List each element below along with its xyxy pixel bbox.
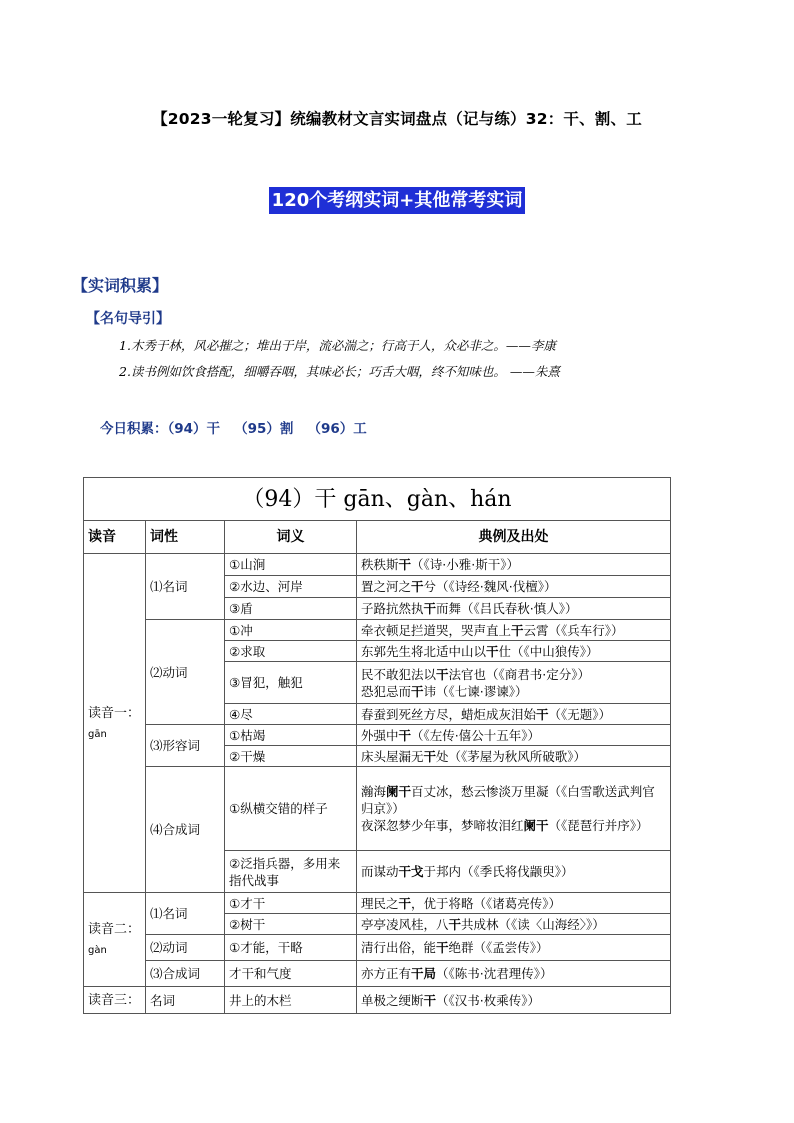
example-source: （《琵琶行并序》） <box>548 818 649 833</box>
example-source: 处（《茅屋为秋风所破歌》） <box>436 748 587 764</box>
pos-cell: ⑷合成词 <box>146 767 225 893</box>
pos-cell: ⑵动词 <box>146 620 225 725</box>
table-row <box>84 554 671 576</box>
example-key: 干 <box>398 557 412 572</box>
example-text: 清行出俗，能 <box>361 940 437 955</box>
meaning-cell: 才干和气度 <box>225 961 357 987</box>
pos-cell: ⑴名词 <box>146 554 225 620</box>
example-text: 春蚕到死丝方尽，蜡炬成灰泪始 <box>361 706 537 722</box>
meaning-cell: ②干燥 <box>225 746 357 767</box>
example-source: （《陈书·沈君理传》） <box>436 966 553 981</box>
meaning-cell: ②泛指兵器，多用来指代战事 <box>225 851 357 893</box>
example-key: 干 <box>486 643 499 659</box>
example-source: （《左传·僖公十五年》） <box>411 727 541 743</box>
meaning-cell: ②求取 <box>225 641 357 662</box>
example-cell <box>357 620 671 641</box>
pos-cell: ⑵动词 <box>146 935 225 961</box>
example-source: 法官也（《商君书·定分》） <box>448 666 591 682</box>
example-key: 干 <box>448 916 462 932</box>
example-source: 共成林（《读〈山海经〉》） <box>461 916 605 932</box>
meaning-cell: ①纵横交错的样子 <box>225 767 357 851</box>
example-key: 干 <box>423 992 437 1008</box>
example-key: 干 <box>511 622 524 638</box>
example-cell <box>357 935 671 961</box>
example-text: 民不敢犯法以 <box>361 666 437 682</box>
example-text: 理民之 <box>361 895 399 911</box>
quote-1: 1.木秀于林，风必摧之；堆出于岸，流必湍之；行高于人，众必非之。——李康 <box>119 338 556 353</box>
example-source: ，优于将略（《诸葛亮传》） <box>411 895 562 911</box>
example-cell <box>357 641 671 662</box>
pos-cell: ⑶形容词 <box>146 725 225 767</box>
col-header-reading: 读音 <box>84 521 146 554</box>
example-key: 干 <box>436 666 449 682</box>
example-key: 干 <box>411 683 424 699</box>
example-source: 讳（《七谏·谬谏》） <box>423 683 528 699</box>
meaning-cell: ②树干 <box>225 914 357 935</box>
example-source: 仕（《中山狼传》） <box>498 643 599 659</box>
example-key: 干 <box>436 940 449 955</box>
example-source: 绝群（《孟尝传》） <box>448 940 549 955</box>
table-row <box>84 961 671 987</box>
meaning-cell: ④尽 <box>225 704 357 725</box>
sub-heading: 【名句导引】 <box>86 311 170 327</box>
example-key: 干 <box>398 895 412 911</box>
example-source: 云霄（《兵车行》） <box>523 622 624 638</box>
example-text: 外强中 <box>361 727 399 743</box>
example-key: 干 <box>423 601 437 616</box>
example-key: 阑干 <box>386 784 412 799</box>
example-text: 亭亭凌风桂，八 <box>361 916 449 932</box>
example-key: 干 <box>423 748 437 764</box>
example-cell <box>357 554 671 576</box>
table-row <box>84 725 671 746</box>
reading-pinyin: gàn <box>88 945 107 956</box>
example-text: 秩秩斯 <box>361 557 399 572</box>
example-text: 单极之绠断 <box>361 992 424 1008</box>
example-text: 恐犯忌而 <box>361 683 412 699</box>
meaning-cell: 井上的木栏 <box>225 987 357 1014</box>
example-line <box>361 666 666 683</box>
meaning-cell: ②水边、河岸 <box>225 576 357 598</box>
pos-cell: ⑶合成词 <box>146 961 225 987</box>
pos-cell: ⑴名词 <box>146 893 225 935</box>
reading-cell <box>84 987 146 1014</box>
meaning-cell: ①冲 <box>225 620 357 641</box>
example-cell <box>357 767 671 851</box>
meaning-cell: ①才干 <box>225 893 357 914</box>
page-title: 【2023一轮复习】统编教材文言实词盘点（记与练）32：干、割、工 <box>152 110 642 128</box>
meaning-cell: ①枯竭 <box>225 725 357 746</box>
example-text: 子路抗然执 <box>361 601 424 616</box>
reading-label: 读音一： <box>88 705 141 721</box>
example-text: 夜深忽梦少年事，梦啼妆泪红 <box>361 818 524 833</box>
table-row <box>84 620 671 641</box>
example-cell <box>357 851 671 893</box>
banner: 120个考纲实词+其他常考实词 <box>269 187 526 214</box>
col-header-example: 典例及出处 <box>357 521 671 554</box>
column-header-row <box>84 521 671 554</box>
vocab-table <box>83 477 671 1014</box>
example-text: 而谋动 <box>361 864 399 879</box>
example-source: （《无题》） <box>548 706 612 722</box>
example-text: 牵衣顿足拦道哭，哭声直上 <box>361 622 512 638</box>
reading-cell <box>84 554 146 893</box>
table-heading: （94）干 gān、gàn、hán <box>84 478 671 521</box>
reading-pinyin: gān <box>88 728 107 740</box>
table-row <box>84 987 671 1014</box>
banner-wrap <box>0 187 794 214</box>
example-text: 东郭先生将北适中山以 <box>361 643 487 659</box>
example-key: 干 <box>411 579 424 594</box>
example-text: 亦方正有 <box>361 966 412 981</box>
table-row <box>84 935 671 961</box>
example-key: 干局 <box>411 966 437 981</box>
today-list: 今日积累：（94）干 （95）割 （96）工 <box>100 421 367 437</box>
meaning-cell: ③盾 <box>225 598 357 620</box>
example-key: 干 <box>398 727 412 743</box>
example-key: 阑干 <box>523 818 549 833</box>
example-cell <box>357 987 671 1014</box>
example-cell <box>357 725 671 746</box>
reading-cell <box>84 893 146 987</box>
example-cell <box>357 704 671 725</box>
example-cell <box>357 893 671 914</box>
reading-label: 读音三： <box>88 993 141 1008</box>
example-line <box>361 783 666 817</box>
example-source: 百丈冰，愁云惨淡万里凝（《白雪歌送武判官归京》） <box>361 784 655 816</box>
example-cell <box>357 598 671 620</box>
example-cell <box>357 961 671 987</box>
example-cell <box>357 746 671 767</box>
example-text: 置之河之 <box>361 579 412 594</box>
col-header-pos: 词性 <box>146 521 225 554</box>
meaning-cell: ③冒犯，触犯 <box>225 662 357 704</box>
meaning-cell: ①山涧 <box>225 554 357 576</box>
table-heading-row <box>84 478 671 521</box>
example-cell <box>357 914 671 935</box>
example-source: （《诗·小雅·斯干》） <box>411 557 519 572</box>
section-heading: 【实词积累】 <box>72 276 169 295</box>
example-source: 于邦内（《季氏将伐颛臾》） <box>423 864 574 879</box>
example-key: 干戈 <box>398 864 424 879</box>
example-line <box>361 683 666 700</box>
example-cell <box>357 576 671 598</box>
example-line <box>361 817 666 834</box>
col-header-meaning: 词义 <box>225 521 357 554</box>
table-row <box>84 893 671 914</box>
meaning-cell: ①才能，干略 <box>225 935 357 961</box>
example-text: 瀚海 <box>361 784 387 799</box>
example-text: 床头屋漏无 <box>361 748 424 764</box>
example-source: （《汉书·枚乘传》） <box>436 992 541 1008</box>
quote-2: 2.读书例如饮食搭配，细嚼吞咽，其味必长；巧舌大咽，终不知味也。 ——朱熹 <box>119 364 560 379</box>
example-cell <box>357 662 671 704</box>
example-source: 兮（《诗经·魏风·伐檀》） <box>423 579 557 594</box>
pos-cell: 名词 <box>146 987 225 1014</box>
reading-label: 读音二： <box>88 922 141 937</box>
example-key: 干 <box>536 706 549 722</box>
example-source: 而舞（《吕氏春秋·慎人》） <box>436 601 578 616</box>
table-row <box>84 767 671 851</box>
